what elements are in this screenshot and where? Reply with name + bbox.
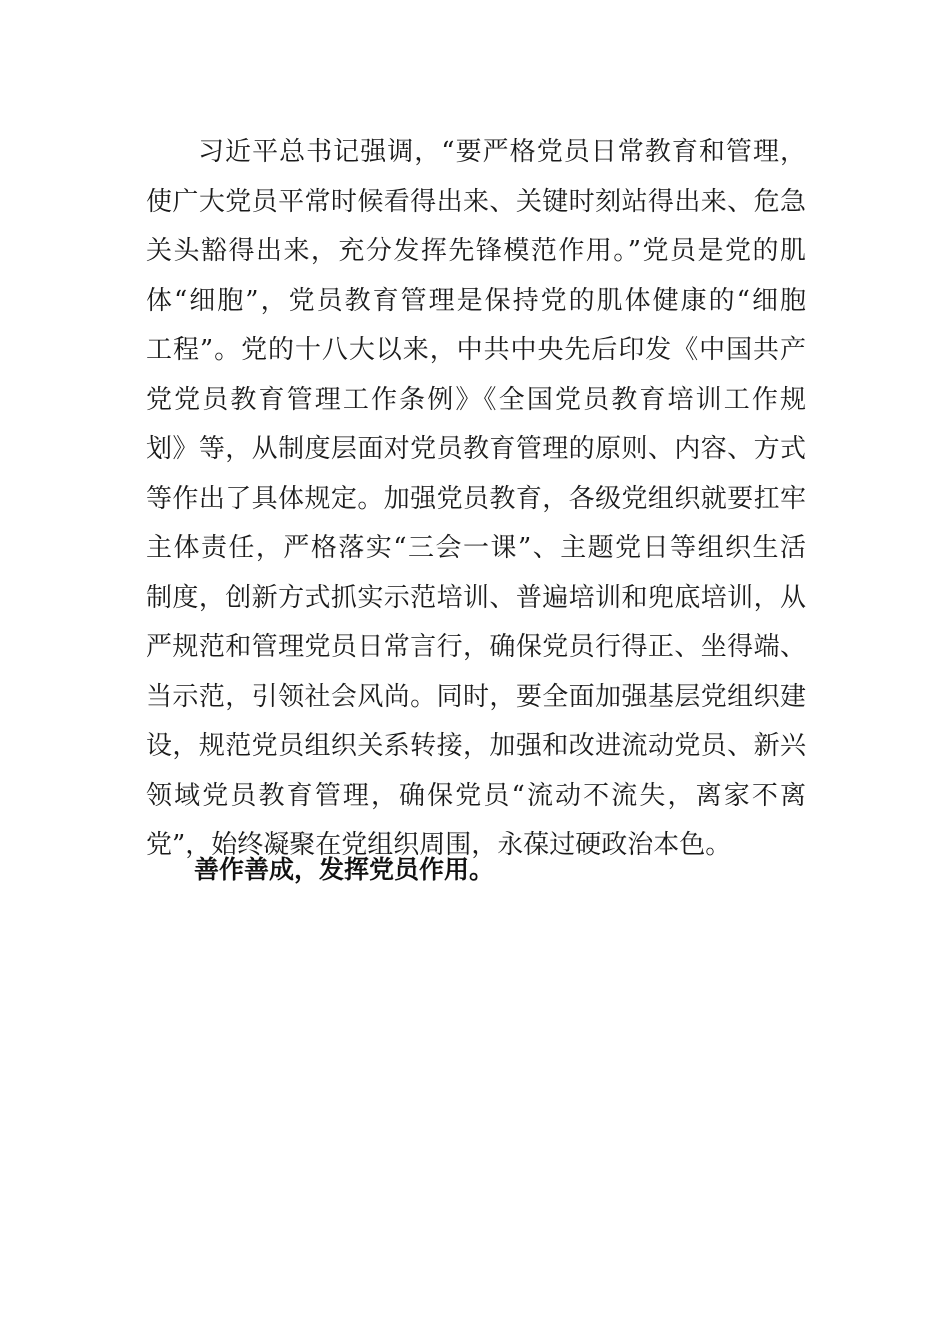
paragraph-line: 当示范，引领社会风尚。同时，要全面加强基层党组织建 xyxy=(146,681,806,712)
paragraph-line: 领域党员教育管理，确保党员“流动不流失，离家不离 xyxy=(146,780,806,811)
paragraph-line: 体“细胞”，党员教育管理是保持党的肌体健康的“细胞 xyxy=(146,285,806,316)
section-heading: 善作善成，发挥党员作用。 xyxy=(194,855,495,884)
paragraph-line: 关头豁得出来，充分发挥先锋模范作用。”党员是党的肌 xyxy=(146,236,806,266)
paragraph-line: 党党员教育管理工作条例》《全国党员教育培训工作规 xyxy=(146,384,806,415)
paragraph-line: 使广大党员平常时候看得出来、关键时刻站得出来、危急 xyxy=(146,186,806,217)
paragraph-line: 严规范和管理党员日常言行，确保党员行得正、坐得端、 xyxy=(146,632,806,662)
paragraph-line: 工程”。党的十八大以来，中共中央先后印发《中国共产 xyxy=(146,335,806,365)
paragraph-line: 制度，创新方式抓实示范培训、普遍培训和兜底培训，从 xyxy=(146,582,806,613)
paragraph-line: 设，规范党员组织关系转接，加强和改进流动党员、新兴 xyxy=(146,731,806,761)
paragraph-line: 习近平总书记强调，“要严格党员日常教育和管理， xyxy=(198,137,806,167)
body-paragraph xyxy=(146,128,806,871)
paragraph-line: 划》等，从制度层面对党员教育管理的原则、内容、方式 xyxy=(146,434,806,464)
paragraph-line: 等作出了具体规定。加强党员教育，各级党组织就要扛牢 xyxy=(146,483,806,514)
paragraph-line: 党”，始终凝聚在党组织周围，永葆过硬政治本色。 xyxy=(146,830,732,860)
paragraph-line: 主体责任，严格落实“三会一课”、主题党日等组织生活 xyxy=(146,533,806,563)
